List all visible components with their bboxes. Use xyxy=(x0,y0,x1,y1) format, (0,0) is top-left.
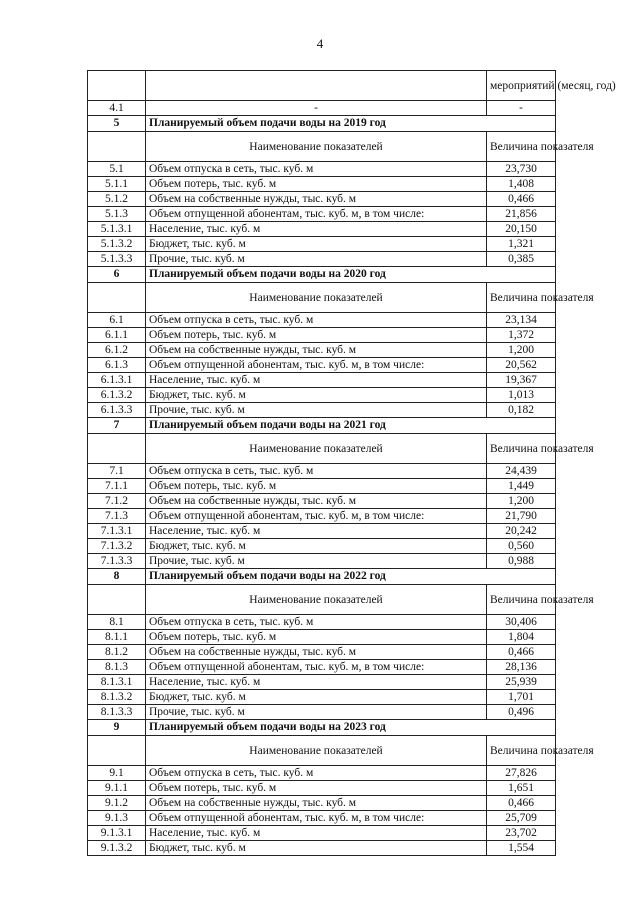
value-column-header: Величина показателя xyxy=(487,585,556,615)
row-name: Население, тыс. куб. м xyxy=(146,524,487,539)
table-row xyxy=(88,373,556,388)
row-value: 21,856 xyxy=(487,207,556,222)
cell-empty xyxy=(88,71,146,101)
row-number: 7.1 xyxy=(88,464,146,479)
name-column-header: Наименование показателей xyxy=(146,283,487,313)
row-value: 25,939 xyxy=(487,675,556,690)
row-number: 6.1.3 xyxy=(88,358,146,373)
row-number: 9.1.2 xyxy=(88,796,146,811)
row-number: 8.1.3 xyxy=(88,660,146,675)
row-name: Население, тыс. куб. м xyxy=(146,373,487,388)
column-header-row xyxy=(88,736,556,766)
row-name: Объем отпуска в сеть, тыс. куб. м xyxy=(146,313,487,328)
table-row xyxy=(88,645,556,660)
row-name: Объем потерь, тыс. куб. м xyxy=(146,177,487,192)
row-name: Прочие, тыс. куб. м xyxy=(146,554,487,569)
table-row xyxy=(88,464,556,479)
row-name: Объем потерь, тыс. куб. м xyxy=(146,479,487,494)
cell-empty xyxy=(146,71,487,101)
row-name: Население, тыс. куб. м xyxy=(146,675,487,690)
table-row xyxy=(88,328,556,343)
section-title: Планируемый объем подачи воды на 2019 год xyxy=(146,116,556,132)
row-value: 0,466 xyxy=(487,192,556,207)
row-value: 1,804 xyxy=(487,630,556,645)
row-value: 20,242 xyxy=(487,524,556,539)
row-value: 1,200 xyxy=(487,494,556,509)
row-number: 7.1.3.1 xyxy=(88,524,146,539)
section-header-row xyxy=(88,720,556,736)
row-number: 5.1.3.1 xyxy=(88,222,146,237)
name-column-header: Наименование показателей xyxy=(146,132,487,162)
row-number: 5.1.3.2 xyxy=(88,237,146,252)
table-row xyxy=(88,690,556,705)
row-value: 24,439 xyxy=(487,464,556,479)
section-header-row xyxy=(88,569,556,585)
row-name: Объем отпуска в сеть, тыс. куб. м xyxy=(146,766,487,781)
row-value: 1,321 xyxy=(487,237,556,252)
row-value: 1,701 xyxy=(487,690,556,705)
table-row xyxy=(88,177,556,192)
row-name: Бюджет, тыс. куб. м xyxy=(146,690,487,705)
table-row xyxy=(88,252,556,267)
table-row xyxy=(88,675,556,690)
row-name: Прочие, тыс. куб. м xyxy=(146,403,487,418)
row-number: 8.1.3.3 xyxy=(88,705,146,720)
row-value: 1,200 xyxy=(487,343,556,358)
section-number: 9 xyxy=(88,720,146,736)
table-row xyxy=(88,615,556,630)
row-value: 0,988 xyxy=(487,554,556,569)
row-number: 9.1 xyxy=(88,766,146,781)
row-name: Объем на собственные нужды, тыс. куб. м xyxy=(146,645,487,660)
row-value: - xyxy=(487,101,556,116)
row-value: 23,702 xyxy=(487,826,556,841)
table-row xyxy=(88,388,556,403)
row-value: 0,466 xyxy=(487,796,556,811)
row-number: 4.1 xyxy=(88,101,146,116)
column-header-row xyxy=(88,283,556,313)
table-row xyxy=(88,705,556,720)
column-header-row xyxy=(88,585,556,615)
row-name: Объем на собственные нужды, тыс. куб. м xyxy=(146,343,487,358)
row-value: 28,136 xyxy=(487,660,556,675)
row-name: Прочие, тыс. куб. м xyxy=(146,252,487,267)
table-row xyxy=(88,554,556,569)
row-name: Объем отпущенной абонентам, тыс. куб. м, в том числе: xyxy=(146,358,487,373)
cell-empty xyxy=(88,132,146,162)
row-value: 1,449 xyxy=(487,479,556,494)
water-supply-table xyxy=(87,70,616,856)
row-number: 9.1.3.1 xyxy=(88,826,146,841)
table-row xyxy=(88,826,556,841)
row-name: Объем отпуска в сеть, тыс. куб. м xyxy=(146,464,487,479)
table-row xyxy=(88,313,556,328)
table-row xyxy=(88,630,556,645)
row-value: 1,554 xyxy=(487,841,556,856)
section-number: 6 xyxy=(88,267,146,283)
row-name: Бюджет, тыс. куб. м xyxy=(146,388,487,403)
page-number: 4 xyxy=(316,36,324,51)
row-name: Объем на собственные нужды, тыс. куб. м xyxy=(146,796,487,811)
row-number: 7.1.2 xyxy=(88,494,146,509)
value-column-header: Величина показателя xyxy=(487,434,556,464)
table-row xyxy=(88,660,556,675)
cell-empty xyxy=(88,585,146,615)
row-number: 8.1.3.2 xyxy=(88,690,146,705)
row-name: Население, тыс. куб. м xyxy=(146,222,487,237)
column-header-row xyxy=(88,132,556,162)
row-number: 6.1.1 xyxy=(88,328,146,343)
row-value: 25,709 xyxy=(487,811,556,826)
table-row xyxy=(88,101,556,116)
section-title: Планируемый объем подачи воды на 2022 год xyxy=(146,569,556,585)
row-name: Объем отпущенной абонентам, тыс. куб. м, в том числе: xyxy=(146,660,487,675)
row-number: 8.1.1 xyxy=(88,630,146,645)
value-column-header: Величина показателя xyxy=(487,736,556,766)
row-number: 5.1 xyxy=(88,162,146,177)
row-number: 7.1.1 xyxy=(88,479,146,494)
row-value: 23,134 xyxy=(487,313,556,328)
table-row xyxy=(88,796,556,811)
table-row xyxy=(88,811,556,826)
row-number: 6.1.3.3 xyxy=(88,403,146,418)
row-name: Объем на собственные нужды, тыс. куб. м xyxy=(146,192,487,207)
row-value: 20,150 xyxy=(487,222,556,237)
row-name: Бюджет, тыс. куб. м xyxy=(146,841,487,856)
row-number: 5.1.3 xyxy=(88,207,146,222)
cell-empty xyxy=(88,283,146,313)
table-row xyxy=(88,358,556,373)
row-name: Бюджет, тыс. куб. м xyxy=(146,539,487,554)
section-header-row xyxy=(88,418,556,434)
row-value: 19,367 xyxy=(487,373,556,388)
table-row xyxy=(88,343,556,358)
table-row xyxy=(88,539,556,554)
section-number: 5 xyxy=(88,116,146,132)
section-title: Планируемый объем подачи воды на 2021 год xyxy=(146,418,556,434)
table-row xyxy=(88,524,556,539)
row-value: 1,651 xyxy=(487,781,556,796)
row-number: 9.1.3 xyxy=(88,811,146,826)
row-number: 5.1.3.3 xyxy=(88,252,146,267)
table-row xyxy=(88,403,556,418)
row-name: Объем отпущенной абонентам, тыс. куб. м, в том числе: xyxy=(146,207,487,222)
row-name: Объем на собственные нужды, тыс. куб. м xyxy=(146,494,487,509)
row-value: 1,372 xyxy=(487,328,556,343)
section-title: Планируемый объем подачи воды на 2020 год xyxy=(146,267,556,283)
table-row xyxy=(88,207,556,222)
row-value: 20,562 xyxy=(487,358,556,373)
table-row xyxy=(88,192,556,207)
row-number: 8.1.2 xyxy=(88,645,146,660)
row-value: 1,013 xyxy=(487,388,556,403)
row-name: Объем потерь, тыс. куб. м xyxy=(146,328,487,343)
section-header-row xyxy=(88,267,556,283)
row-value: 30,406 xyxy=(487,615,556,630)
row-name: Прочие, тыс. куб. м xyxy=(146,705,487,720)
column-header-row xyxy=(88,434,556,464)
table-row xyxy=(88,509,556,524)
table-row-top xyxy=(88,71,556,101)
row-value: 23,730 xyxy=(487,162,556,177)
cell-empty xyxy=(88,434,146,464)
cell-empty xyxy=(88,736,146,766)
row-number: 7.1.3.2 xyxy=(88,539,146,554)
row-name: Объем отпуска в сеть, тыс. куб. м xyxy=(146,615,487,630)
row-value: 0,466 xyxy=(487,645,556,660)
row-number: 8.1 xyxy=(88,615,146,630)
table-row xyxy=(88,781,556,796)
row-value: 0,496 xyxy=(487,705,556,720)
value-column-header: Величина показателя xyxy=(487,283,556,313)
row-value: 21,790 xyxy=(487,509,556,524)
row-value: 0,385 xyxy=(487,252,556,267)
section-number: 7 xyxy=(88,418,146,434)
section-number: 8 xyxy=(88,569,146,585)
value-column-header: Величина показателя xyxy=(487,132,556,162)
row-number: 7.1.3 xyxy=(88,509,146,524)
table-body xyxy=(88,71,616,856)
table-row xyxy=(88,766,556,781)
row-number: 6.1.2 xyxy=(88,343,146,358)
row-number: 9.1.1 xyxy=(88,781,146,796)
row-name: - xyxy=(146,101,487,116)
row-number: 6.1.3.1 xyxy=(88,373,146,388)
row-number: 5.1.2 xyxy=(88,192,146,207)
row-name: Население, тыс. куб. м xyxy=(146,826,487,841)
row-name: Объем отпущенной абонентам, тыс. куб. м, в том числе: xyxy=(146,811,487,826)
table-row xyxy=(88,494,556,509)
cell-period-label: мероприятий (месяц, год) xyxy=(487,71,556,101)
row-name: Объем потерь, тыс. куб. м xyxy=(146,630,487,645)
row-value: 0,182 xyxy=(487,403,556,418)
row-name: Объем отпущенной абонентам, тыс. куб. м, в том числе: xyxy=(146,509,487,524)
row-number: 8.1.3.1 xyxy=(88,675,146,690)
row-value: 27,826 xyxy=(487,766,556,781)
row-number: 6.1 xyxy=(88,313,146,328)
section-header-row xyxy=(88,116,556,132)
row-number: 9.1.3.2 xyxy=(88,841,146,856)
row-name: Бюджет, тыс. куб. м xyxy=(146,237,487,252)
row-value: 0,560 xyxy=(487,539,556,554)
row-name: Объем потерь, тыс. куб. м xyxy=(146,781,487,796)
table-row xyxy=(88,479,556,494)
row-number: 6.1.3.2 xyxy=(88,388,146,403)
row-number: 7.1.3.3 xyxy=(88,554,146,569)
name-column-header: Наименование показателей xyxy=(146,434,487,464)
table-row xyxy=(88,841,556,856)
row-name: Объем отпуска в сеть, тыс. куб. м xyxy=(146,162,487,177)
table-row xyxy=(88,237,556,252)
row-value: 1,408 xyxy=(487,177,556,192)
table-row xyxy=(88,222,556,237)
section-title: Планируемый объем подачи воды на 2023 год xyxy=(146,720,556,736)
name-column-header: Наименование показателей xyxy=(146,585,487,615)
table-row xyxy=(88,162,556,177)
row-number: 5.1.1 xyxy=(88,177,146,192)
name-column-header: Наименование показателей xyxy=(146,736,487,766)
